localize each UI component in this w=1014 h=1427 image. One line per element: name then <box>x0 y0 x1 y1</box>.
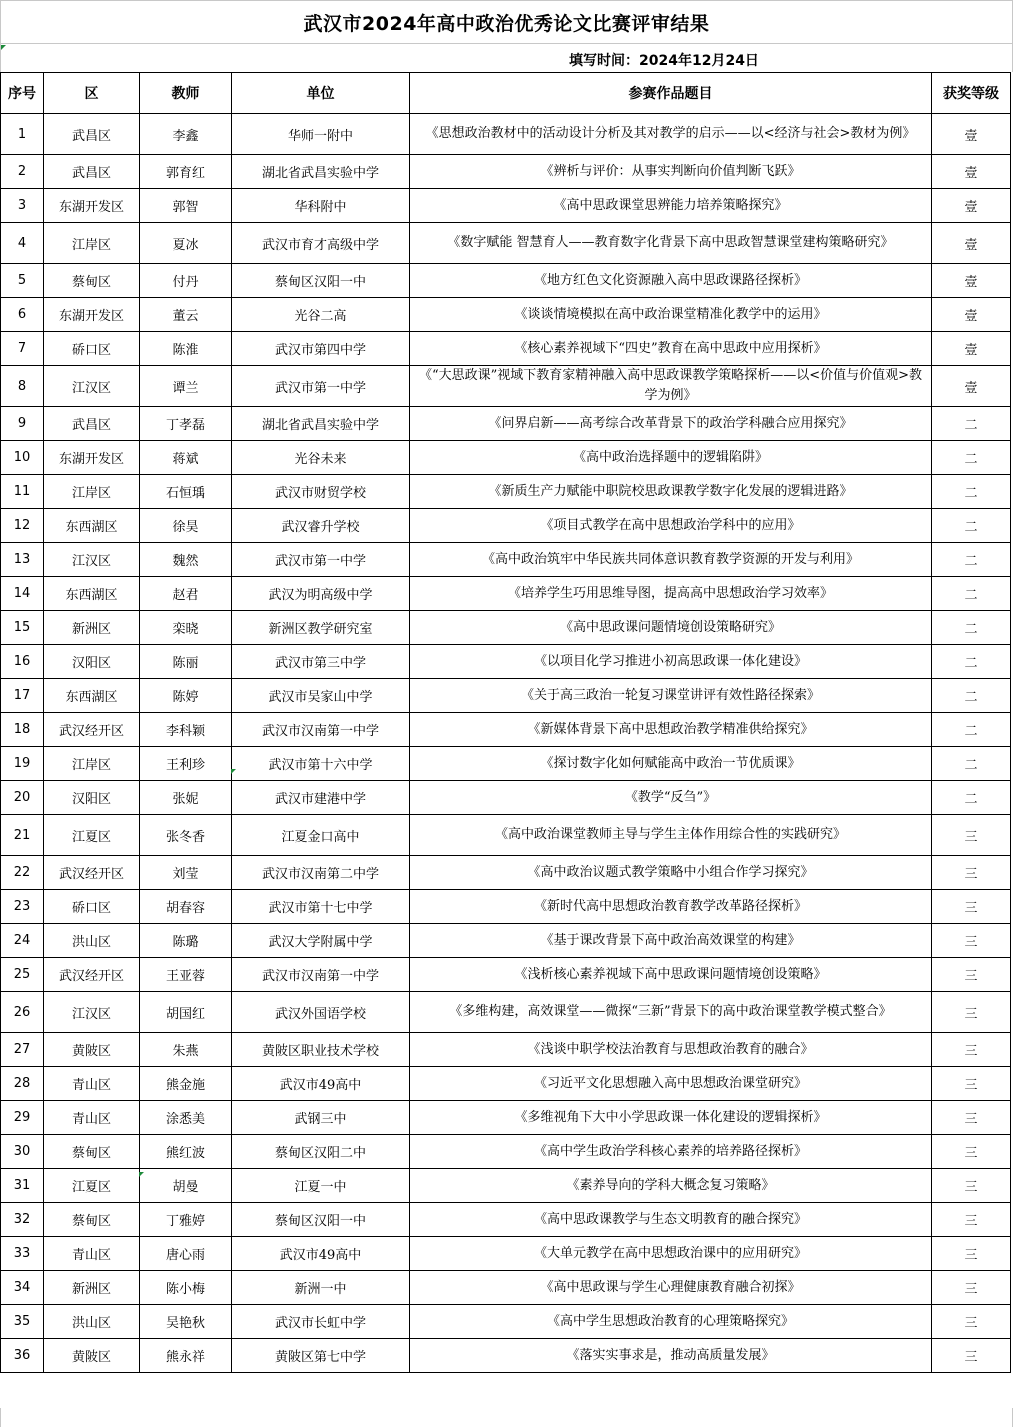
cell-teacher: 付丹 <box>140 264 232 298</box>
cell-district: 蔡甸区 <box>44 264 140 298</box>
cell-teacher: 石恒瑀 <box>140 475 232 509</box>
cell-district: 青山区 <box>44 1067 140 1101</box>
cell-teacher: 夏冰 <box>140 223 232 264</box>
cell-teacher: 李鑫 <box>140 114 232 155</box>
cell-title: 《思想政治教材中的活动设计分析及其对教学的启示——以<经济与社会>教材为例》 <box>410 114 932 155</box>
table-row <box>1 611 1011 645</box>
cell-no: 27 <box>1 1033 44 1067</box>
cell-district: 江汉区 <box>44 543 140 577</box>
cell-title: 《探讨数字化如何赋能高中政治一节优质课》 <box>410 747 932 781</box>
table-row <box>1 441 1011 475</box>
cell-district: 青山区 <box>44 1101 140 1135</box>
cell-no: 15 <box>1 611 44 645</box>
cell-unit: 华师一附中 <box>232 114 410 155</box>
cell-district: 洪山区 <box>44 924 140 958</box>
table-row <box>1 407 1011 441</box>
cell-unit: 武汉市吴家山中学 <box>232 679 410 713</box>
table-row <box>1 713 1011 747</box>
cell-no: 36 <box>1 1339 44 1373</box>
cell-award: 三 <box>932 1271 1011 1305</box>
cell-title: 《高中思政课与学生心理健康教育融合初探》 <box>410 1271 932 1305</box>
empty-row-area <box>0 1408 1013 1427</box>
table-row <box>1 679 1011 713</box>
table-row <box>1 155 1011 189</box>
table-row <box>1 992 1011 1033</box>
cell-no: 28 <box>1 1067 44 1101</box>
cell-teacher: 熊红波 <box>140 1135 232 1169</box>
table-row <box>1 1339 1011 1373</box>
cell-title: 《新质生产力赋能中职院校思政课教学数字化发展的逻辑进路》 <box>410 475 932 509</box>
cell-title: 《新媒体背景下高中思想政治教学精准供给探究》 <box>410 713 932 747</box>
cell-unit: 湖北省武昌实验中学 <box>232 407 410 441</box>
cell-teacher: 张妮 <box>140 781 232 815</box>
table-row <box>1 856 1011 890</box>
cell-district: 江岸区 <box>44 223 140 264</box>
cell-no: 9 <box>1 407 44 441</box>
table-row <box>1 1135 1011 1169</box>
cell-no: 19 <box>1 747 44 781</box>
cell-comment-marker <box>139 1172 144 1177</box>
cell-award: 二 <box>932 475 1011 509</box>
cell-district: 武昌区 <box>44 407 140 441</box>
sheet-title <box>0 0 1013 44</box>
cell-award: 三 <box>932 856 1011 890</box>
cell-district: 东西湖区 <box>44 509 140 543</box>
cell-teacher: 熊金施 <box>140 1067 232 1101</box>
cell-no: 11 <box>1 475 44 509</box>
cell-teacher: 胡国红 <box>140 992 232 1033</box>
cell-teacher: 丁雅婷 <box>140 1203 232 1237</box>
cell-teacher: 丁孝磊 <box>140 407 232 441</box>
cell-district: 汉阳区 <box>44 645 140 679</box>
cell-unit: 武汉市建港中学 <box>232 781 410 815</box>
table-row <box>1 747 1011 781</box>
cell-teacher: 郭育红 <box>140 155 232 189</box>
cell-title: 《项目式教学在高中思想政治学科中的应用》 <box>410 509 932 543</box>
cell-award: 二 <box>932 713 1011 747</box>
cell-title: 《数字赋能 智慧育人——教育数字化背景下高中思政智慧课堂建构策略研究》 <box>410 223 932 264</box>
cell-no: 34 <box>1 1271 44 1305</box>
cell-unit: 武汉市49高中 <box>232 1237 410 1271</box>
cell-unit: 武汉市第四中学 <box>232 332 410 366</box>
table-row <box>1 958 1011 992</box>
cell-district: 东湖开发区 <box>44 298 140 332</box>
cell-teacher: 胡曼 <box>140 1169 232 1203</box>
cell-title: 《新时代高中思想政治教育教学改革路径探析》 <box>410 890 932 924</box>
cell-unit: 武汉大学附属中学 <box>232 924 410 958</box>
cell-unit: 武汉市汉南第二中学 <box>232 856 410 890</box>
cell-title: 《高中学生政治学科核心素养的培养路径探析》 <box>410 1135 932 1169</box>
table-row <box>1 332 1011 366</box>
cell-unit: 湖北省武昌实验中学 <box>232 155 410 189</box>
cell-award: 壹 <box>932 298 1011 332</box>
cell-district: 武汉经开区 <box>44 856 140 890</box>
fill-date-row <box>0 44 1013 72</box>
cell-district: 江岸区 <box>44 475 140 509</box>
table-row <box>1 475 1011 509</box>
cell-title: 《高中政治筑牢中华民族共同体意识教育教学资源的开发与利用》 <box>410 543 932 577</box>
cell-no: 22 <box>1 856 44 890</box>
table-row <box>1 1305 1011 1339</box>
cell-no: 8 <box>1 366 44 407</box>
cell-unit: 蔡甸区汉阳二中 <box>232 1135 410 1169</box>
cell-award: 二 <box>932 441 1011 475</box>
cell-title: 《高中思政课教学与生态文明教育的融合探究》 <box>410 1203 932 1237</box>
cell-unit: 黄陂区第七中学 <box>232 1339 410 1373</box>
cell-district: 江夏区 <box>44 1169 140 1203</box>
cell-no: 1 <box>1 114 44 155</box>
cell-title: 《多维视角下大中小学思政课一体化建设的逻辑探析》 <box>410 1101 932 1135</box>
cell-award: 二 <box>932 781 1011 815</box>
cell-unit: 武汉市育才高级中学 <box>232 223 410 264</box>
cell-unit: 武汉市第三中学 <box>232 645 410 679</box>
cell-award: 二 <box>932 679 1011 713</box>
cell-district: 蔡甸区 <box>44 1135 140 1169</box>
cell-no: 31 <box>1 1169 44 1203</box>
cell-title: 《问界启新——高考综合改革背景下的政治学科融合应用探究》 <box>410 407 932 441</box>
cell-no: 32 <box>1 1203 44 1237</box>
cell-district: 江夏区 <box>44 815 140 856</box>
table-row <box>1 298 1011 332</box>
cell-title: 《教学“反刍”》 <box>410 781 932 815</box>
cell-district: 蔡甸区 <box>44 1203 140 1237</box>
table-row <box>1 114 1011 155</box>
cell-unit: 黄陂区职业技术学校 <box>232 1033 410 1067</box>
cell-teacher: 涂悉美 <box>140 1101 232 1135</box>
cell-title: 《基于课改背景下高中政治高效课堂的构建》 <box>410 924 932 958</box>
cell-unit: 武汉市汉南第一中学 <box>232 713 410 747</box>
cell-award: 三 <box>932 1101 1011 1135</box>
cell-teacher: 徐昊 <box>140 509 232 543</box>
cell-no: 12 <box>1 509 44 543</box>
cell-district: 武汉经开区 <box>44 958 140 992</box>
cell-title: 《高中思政课问题情境创设策略研究》 <box>410 611 932 645</box>
cell-award: 三 <box>932 1339 1011 1373</box>
cell-district: 东湖开发区 <box>44 441 140 475</box>
cell-title: 《高中学生思想政治教育的心理策略探究》 <box>410 1305 932 1339</box>
cell-award: 三 <box>932 1169 1011 1203</box>
cell-no: 21 <box>1 815 44 856</box>
cell-unit: 武汉市第一中学 <box>232 543 410 577</box>
cell-award: 三 <box>932 1033 1011 1067</box>
cell-award: 壹 <box>932 264 1011 298</box>
cell-unit: 新洲区教学研究室 <box>232 611 410 645</box>
table-row <box>1 264 1011 298</box>
cell-district: 江汉区 <box>44 366 140 407</box>
cell-teacher: 张冬香 <box>140 815 232 856</box>
cell-no: 29 <box>1 1101 44 1135</box>
cell-title: 《浅谈中职学校法治教育与思想政治教育的融合》 <box>410 1033 932 1067</box>
header-award: 获奖等级 <box>932 73 1011 114</box>
cell-teacher: 栾晓 <box>140 611 232 645</box>
cell-award: 二 <box>932 543 1011 577</box>
cell-award: 壹 <box>932 114 1011 155</box>
sheet-title-text: 武汉市2024年高中政治优秀论文比赛评审结果 <box>303 12 710 35</box>
cell-teacher: 李科颖 <box>140 713 232 747</box>
table-row <box>1 645 1011 679</box>
table-row <box>1 223 1011 264</box>
cell-award: 二 <box>932 747 1011 781</box>
cell-no: 25 <box>1 958 44 992</box>
cell-unit: 江夏一中 <box>232 1169 410 1203</box>
cell-district: 新洲区 <box>44 611 140 645</box>
cell-award: 二 <box>932 611 1011 645</box>
cell-title: 《多维构建，高效课堂——微探“三新”背景下的高中政治课堂教学模式整合》 <box>410 992 932 1033</box>
cell-award: 三 <box>932 815 1011 856</box>
cell-award: 壹 <box>932 332 1011 366</box>
fill-date-text: 填写时间：2024年12月24日 <box>569 53 759 69</box>
cell-unit: 江夏金口高中 <box>232 815 410 856</box>
header-title: 参赛作品题目 <box>410 73 932 114</box>
table-row <box>1 924 1011 958</box>
cell-district: 新洲区 <box>44 1271 140 1305</box>
cell-title: 《辨析与评价：从事实判断向价值判断飞跃》 <box>410 155 932 189</box>
cell-title: 《以项目化学习推进小初高思政课一体化建设》 <box>410 645 932 679</box>
cell-district: 江汉区 <box>44 992 140 1033</box>
table-row <box>1 890 1011 924</box>
cell-unit: 武汉市财贸学校 <box>232 475 410 509</box>
cell-district: 武昌区 <box>44 155 140 189</box>
cell-unit: 武汉为明高级中学 <box>232 577 410 611</box>
header-teacher: 教师 <box>140 73 232 114</box>
cell-title: 《高中政治选择题中的逻辑陷阱》 <box>410 441 932 475</box>
cell-teacher: 吴艳秋 <box>140 1305 232 1339</box>
cell-award: 三 <box>932 924 1011 958</box>
cell-district: 江岸区 <box>44 747 140 781</box>
cell-title: 《高中政治课堂教师主导与学生主体作用综合性的实践研究》 <box>410 815 932 856</box>
cell-teacher: 陈璐 <box>140 924 232 958</box>
cell-unit: 武汉外国语学校 <box>232 992 410 1033</box>
cell-unit: 光谷未来 <box>232 441 410 475</box>
table-row <box>1 1203 1011 1237</box>
cell-district: 黄陂区 <box>44 1033 140 1067</box>
cell-teacher: 谭兰 <box>140 366 232 407</box>
table-row <box>1 577 1011 611</box>
cell-unit: 华科附中 <box>232 189 410 223</box>
cell-teacher: 陈婷 <box>140 679 232 713</box>
cell-teacher: 朱燕 <box>140 1033 232 1067</box>
cell-unit: 新洲一中 <box>232 1271 410 1305</box>
table-row <box>1 781 1011 815</box>
cell-award: 壹 <box>932 189 1011 223</box>
cell-no: 3 <box>1 189 44 223</box>
cell-award: 三 <box>932 1203 1011 1237</box>
cell-no: 2 <box>1 155 44 189</box>
cell-unit: 武钢三中 <box>232 1101 410 1135</box>
cell-district: 硚口区 <box>44 890 140 924</box>
cell-unit: 武汉市49高中 <box>232 1067 410 1101</box>
header-unit: 单位 <box>232 73 410 114</box>
cell-no: 6 <box>1 298 44 332</box>
cell-award: 三 <box>932 1305 1011 1339</box>
cell-no: 30 <box>1 1135 44 1169</box>
cell-district: 东西湖区 <box>44 577 140 611</box>
cell-unit: 蔡甸区汉阳一中 <box>232 264 410 298</box>
cell-no: 4 <box>1 223 44 264</box>
table-row <box>1 1067 1011 1101</box>
cell-no: 20 <box>1 781 44 815</box>
cell-district: 青山区 <box>44 1237 140 1271</box>
cell-title: 《大单元教学在高中思想政治课中的应用研究》 <box>410 1237 932 1271</box>
cell-no: 26 <box>1 992 44 1033</box>
cell-no: 24 <box>1 924 44 958</box>
cell-teacher: 陈淮 <box>140 332 232 366</box>
cell-no: 35 <box>1 1305 44 1339</box>
table-row <box>1 1101 1011 1135</box>
table-row <box>1 189 1011 223</box>
cell-teacher: 郭智 <box>140 189 232 223</box>
cell-no: 23 <box>1 890 44 924</box>
cell-no: 18 <box>1 713 44 747</box>
cell-district: 武汉经开区 <box>44 713 140 747</box>
cell-district: 东湖开发区 <box>44 189 140 223</box>
table-row <box>1 815 1011 856</box>
cell-teacher: 董云 <box>140 298 232 332</box>
table-header-row <box>1 73 1011 114</box>
cell-district: 洪山区 <box>44 1305 140 1339</box>
cell-unit: 武汉市第十七中学 <box>232 890 410 924</box>
cell-title: 《习近平文化思想融入高中思想政治课堂研究》 <box>410 1067 932 1101</box>
cell-no: 14 <box>1 577 44 611</box>
cell-award: 二 <box>932 407 1011 441</box>
table-row <box>1 366 1011 407</box>
cell-no: 10 <box>1 441 44 475</box>
cell-unit: 武汉市长虹中学 <box>232 1305 410 1339</box>
cell-teacher: 陈丽 <box>140 645 232 679</box>
cell-teacher: 熊永祥 <box>140 1339 232 1373</box>
cell-award: 二 <box>932 577 1011 611</box>
cell-award: 壹 <box>932 155 1011 189</box>
cell-title: 《高中政治议题式教学策略中小组合作学习探究》 <box>410 856 932 890</box>
cell-title: 《地方红色文化资源融入高中思政课路径探析》 <box>410 264 932 298</box>
cell-teacher: 唐心雨 <box>140 1237 232 1271</box>
cell-unit: 光谷二高 <box>232 298 410 332</box>
cell-award: 三 <box>932 1067 1011 1101</box>
cell-unit: 武汉市第十六中学 <box>232 747 410 781</box>
cell-teacher: 陈小梅 <box>140 1271 232 1305</box>
results-table <box>0 72 1011 1373</box>
cell-award: 二 <box>932 645 1011 679</box>
cell-teacher: 蒋斌 <box>140 441 232 475</box>
table-row <box>1 543 1011 577</box>
cell-title: 《谈谈情境模拟在高中政治课堂精准化教学中的运用》 <box>410 298 932 332</box>
cell-unit: 武汉市第一中学 <box>232 366 410 407</box>
cell-unit: 武汉市汉南第一中学 <box>232 958 410 992</box>
table-body <box>1 114 1011 1373</box>
cell-award: 三 <box>932 992 1011 1033</box>
header-district: 区 <box>44 73 140 114</box>
cell-teacher: 王利珍 <box>140 747 232 781</box>
cell-award: 三 <box>932 958 1011 992</box>
cell-teacher: 魏然 <box>140 543 232 577</box>
cell-award: 壹 <box>932 366 1011 407</box>
table-row <box>1 1033 1011 1067</box>
header-no: 序号 <box>1 73 44 114</box>
cell-unit: 蔡甸区汉阳一中 <box>232 1203 410 1237</box>
cell-district: 汉阳区 <box>44 781 140 815</box>
cell-district: 黄陂区 <box>44 1339 140 1373</box>
cell-unit: 武汉睿升学校 <box>232 509 410 543</box>
cell-teacher: 胡春容 <box>140 890 232 924</box>
cell-district: 武昌区 <box>44 114 140 155</box>
cell-award: 壹 <box>932 223 1011 264</box>
cell-award: 二 <box>932 509 1011 543</box>
cell-district: 东西湖区 <box>44 679 140 713</box>
cell-no: 5 <box>1 264 44 298</box>
cell-comment-marker <box>231 769 236 774</box>
table-row <box>1 1271 1011 1305</box>
cell-no: 13 <box>1 543 44 577</box>
cell-award: 三 <box>932 1135 1011 1169</box>
table-row <box>1 509 1011 543</box>
cell-title: 《关于高三政治一轮复习课堂讲评有效性路径探索》 <box>410 679 932 713</box>
cell-teacher: 刘莹 <box>140 856 232 890</box>
cell-teacher: 王亚蓉 <box>140 958 232 992</box>
cell-no: 7 <box>1 332 44 366</box>
cell-title: 《“大思政课”视域下教育家精神融入高中思政课教学策略探析——以<价值与价值观>教学为例》 <box>410 366 932 407</box>
cell-title: 《高中思政课堂思辨能力培养策略探究》 <box>410 189 932 223</box>
cell-title: 《素养导向的学科大概念复习策略》 <box>410 1169 932 1203</box>
table-row <box>1 1237 1011 1271</box>
cell-title: 《浅析核心素养视域下高中思政课问题情境创设策略》 <box>410 958 932 992</box>
cell-district: 硚口区 <box>44 332 140 366</box>
cell-award: 三 <box>932 1237 1011 1271</box>
cell-teacher: 赵君 <box>140 577 232 611</box>
cell-title: 《核心素养视域下“四史”教育在高中思政中应用探析》 <box>410 332 932 366</box>
cell-award: 三 <box>932 890 1011 924</box>
cell-no: 17 <box>1 679 44 713</box>
cell-title: 《落实实事求是，推动高质量发展》 <box>410 1339 932 1373</box>
cell-title: 《培养学生巧用思维导图，提高高中思想政治学习效率》 <box>410 577 932 611</box>
cell-no: 16 <box>1 645 44 679</box>
cell-no: 33 <box>1 1237 44 1271</box>
table-row <box>1 1169 1011 1203</box>
